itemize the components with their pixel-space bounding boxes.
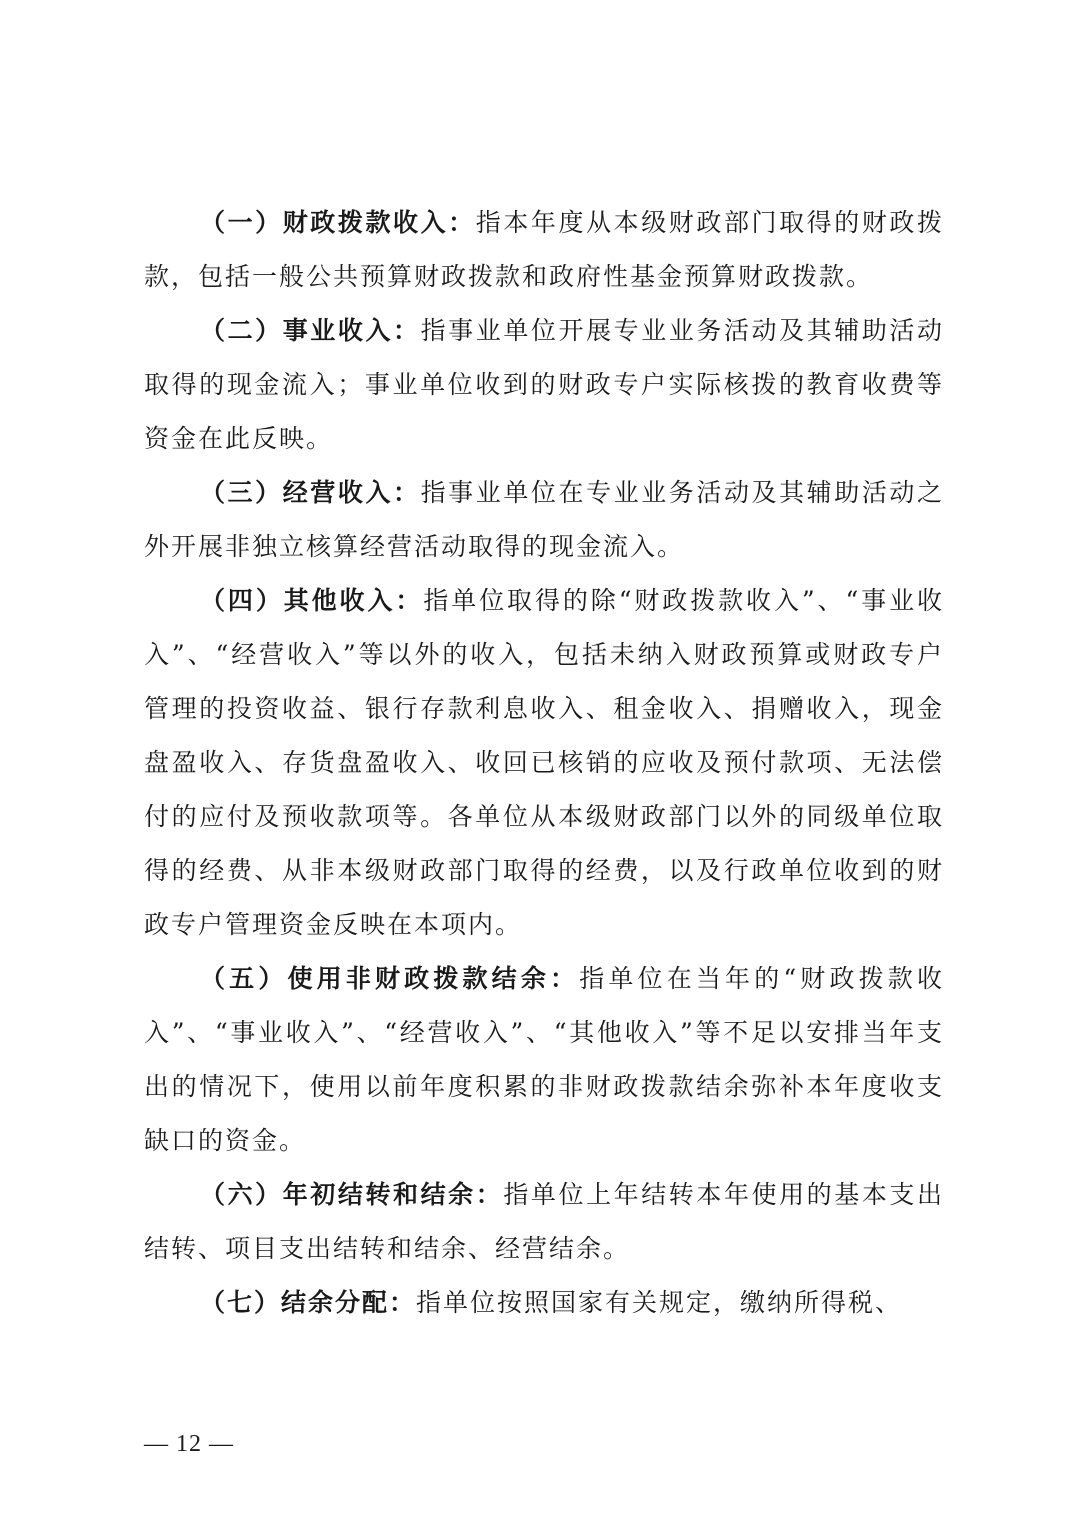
term-label: （一）财政拨款收入： [200, 208, 476, 237]
term-definition: 指本年度从本级财政部门取得的财政拨款，包括一般公共预算财政拨款和政府性基金预算财政拨款。 [144, 208, 944, 291]
term-definition: 指单位按照国家有关规定，缴纳所得税、 [416, 1288, 903, 1317]
paragraph-surplus-distribution [144, 1276, 944, 1330]
paragraph-business-income [144, 304, 944, 466]
paragraph-fiscal-appropriation-income [144, 196, 944, 304]
term-definition: 指事业单位在专业业务活动及其辅助活动之外开展非独立核算经营活动取得的现金流入。 [144, 478, 944, 561]
term-label: （七）结余分配： [200, 1288, 417, 1317]
term-definition: 指事业单位开展专业业务活动及其辅助活动取得的现金流入；事业单位收到的财政专户实际核拨的教育收费等资金在此反映。 [144, 316, 944, 453]
term-label: （三）经营收入： [200, 478, 421, 507]
paragraph-other-income [144, 574, 944, 952]
term-label: （二）事业收入： [200, 316, 421, 345]
term-definition: 指单位在当年的“财政拨款收入”、“事业收入”、“经营收入”、“其他收入”等不足以安排当年支出的情况下，使用以前年度积累的非财政拨款结余弥补本年度收支缺口的资金。 [144, 964, 944, 1155]
term-label: （四）其他收入： [200, 586, 424, 615]
document-body [144, 196, 944, 1330]
term-definition: 指单位上年结转本年使用的基本支出结转、项目支出结转和结余、经营结余。 [144, 1180, 944, 1263]
paragraph-operating-income [144, 466, 944, 574]
term-definition: 指单位取得的除“财政拨款收入”、“事业收入”、“经营收入”等以外的收入，包括未纳入财政预算或财政专户管理的投资收益、银行存款利息收入、租金收入、捐赠收入，现金盘盈收入、存货盘盈收入、收回已核销的应收及预付款项、无法偿付的应付及预收款项等。各单位从本级财政部门以外的同级单位取得的经费、从非本级财政部门取得的经费，以及行政单位收到的财政专户管理资金反映在本项内。 [144, 586, 944, 939]
paragraph-opening-carryover [144, 1168, 944, 1276]
term-label: （六）年初结转和结余： [200, 1180, 504, 1209]
page-number: — 12 — [144, 1431, 234, 1457]
paragraph-non-fiscal-surplus-usage [144, 952, 944, 1168]
term-label: （五）使用非财政拨款结余： [200, 964, 580, 993]
